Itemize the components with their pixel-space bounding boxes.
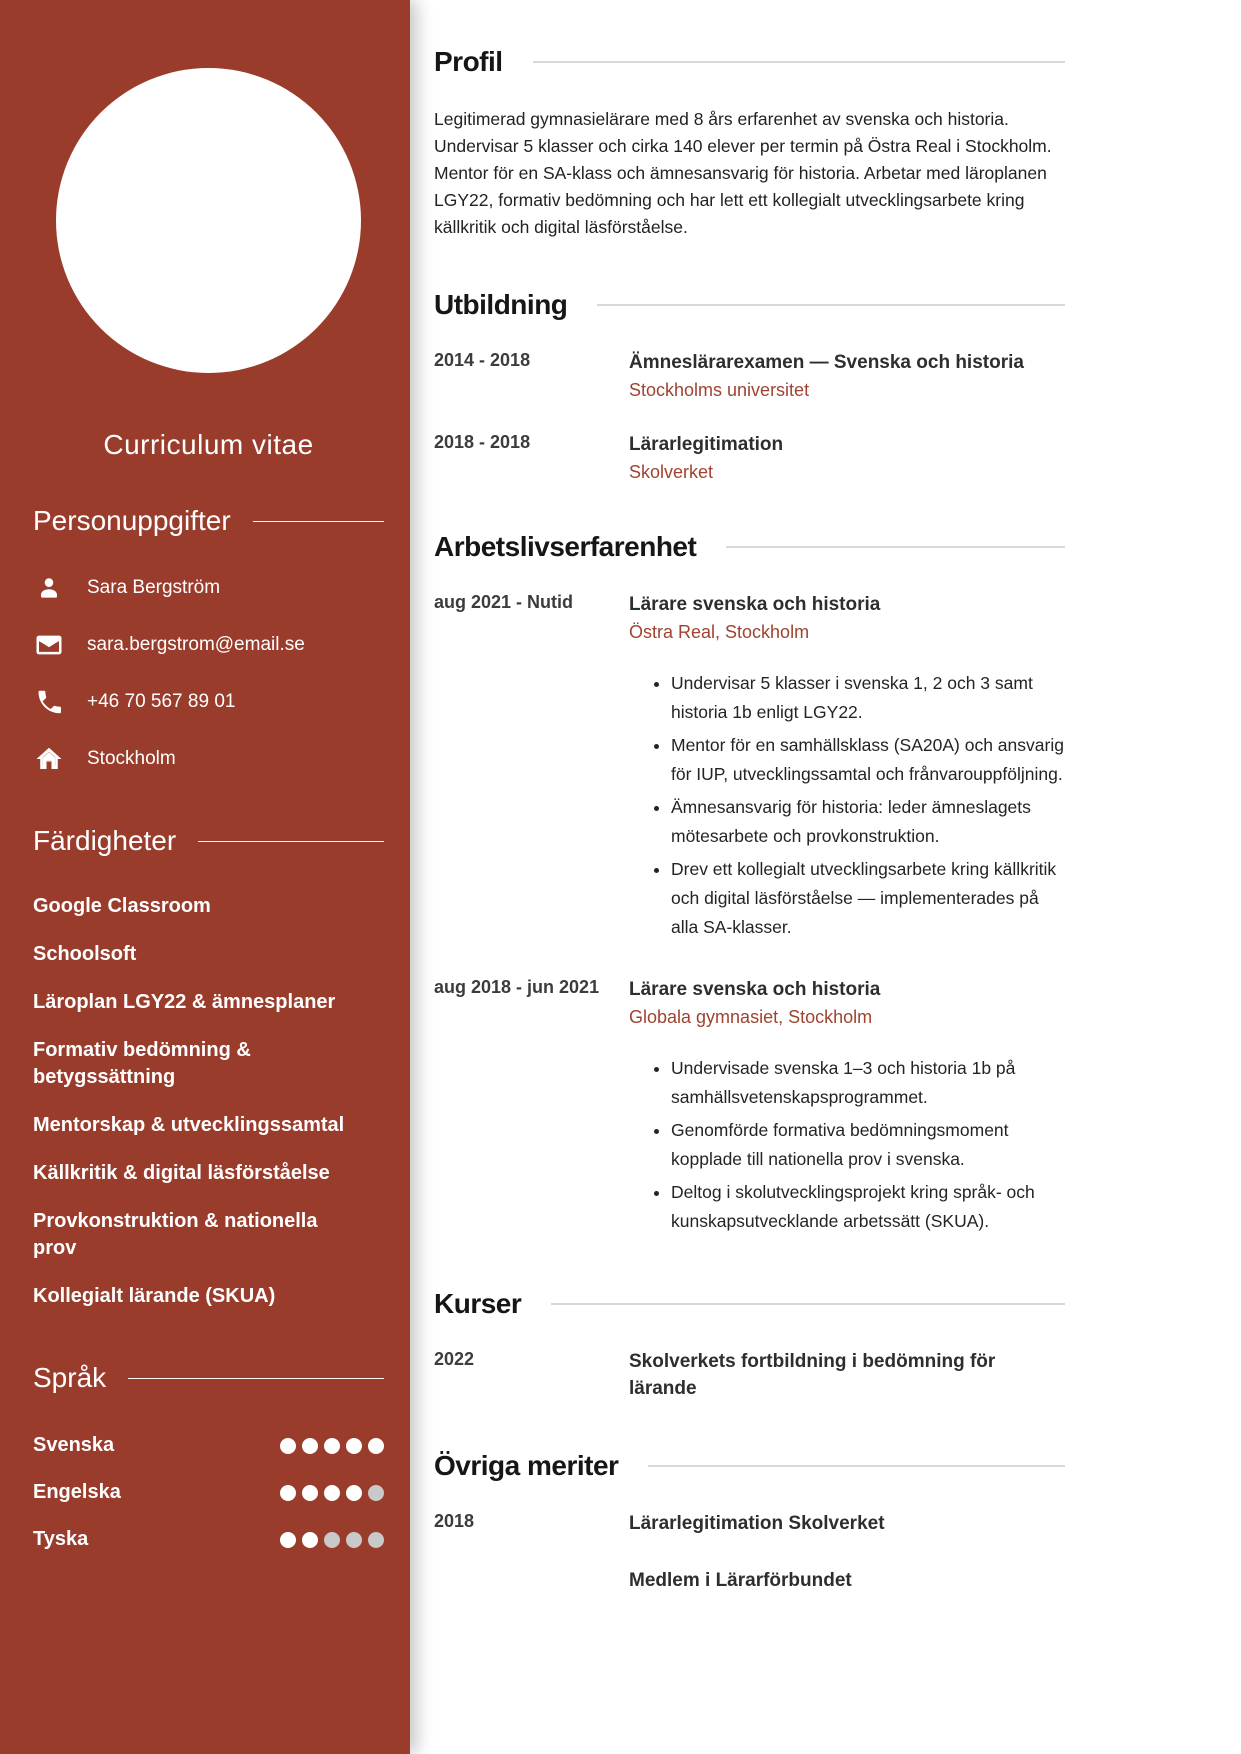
languages-heading [33,1362,384,1394]
dot-empty [346,1532,362,1548]
entry-dates: 2018 - 2018 [434,432,531,452]
bullet-item: • Genomförde formativa bedömningsmoment kopplade till nationella prov i svenska. [671,1116,1065,1174]
merit-entry [434,1510,1065,1537]
courses-heading [434,1288,1065,1320]
profile-text: Legitimerad gymnasielärare med 8 års erfarenhet av svenska och historia. Undervisar 5 klasser och cirka 140 elever per termin på Östra Real i Stockholm. Mentor för en SA-klass och ämnesansvarig för historia. Arbetar med läroplanen LGY22, formativ bedömning och har lett ett kollegialt utvecklingsarbete kring källkritik och digital läsförståelse. [434,109,1052,237]
contact-row-location [33,742,384,775]
other-merits-section [434,1450,1065,1594]
bullet-item: • Drev ett kollegialt utvecklingsarbete kring källkritik och digital läsförståelse — implementerades på alla SA-klasser. [671,855,1065,942]
contact-row-email [33,628,384,661]
section-rule [726,546,1065,548]
bullet-item: • Ämnesansvarig för historia: leder ämneslagets mötesarbete och provkonstruktion. [671,793,1065,851]
skill-item: Läroplan LGY22 & ämnesplaner [33,991,336,1013]
person-icon [33,572,65,604]
other-merits-heading [434,1450,1065,1482]
skill-item: Källkritik & digital läsförståelse [33,1162,330,1184]
experience-heading [434,531,1065,563]
personal-info-heading-label: Personuppgifter [33,505,231,536]
courses-section [434,1288,1065,1402]
entry-organization: Stockholms universitet [629,380,810,400]
skill-item: Kollegialt lärande (SKUA) [33,1285,276,1307]
heading-rule [128,1378,384,1379]
entry-body [629,976,1065,1240]
heading-rule [198,841,384,842]
entry-body [629,349,1065,401]
entry-organization: Globala gymnasiet, Stockholm [629,1007,873,1027]
entry-dates: aug 2018 - jun 2021 [434,977,600,997]
dot-filled [302,1485,318,1501]
languages-heading-label: Språk [33,1362,107,1393]
dot-filled [280,1485,296,1501]
education-entry [434,431,1065,483]
entry-body [629,1348,1065,1402]
entry-title: Lärarlegitimation Skolverket [629,1513,885,1534]
mail-icon [33,629,65,661]
skill-item: Google Classroom [33,895,211,917]
section-rule [551,1303,1065,1305]
education-heading [434,289,1065,321]
contact-row-phone [33,685,384,718]
language-level-dots [280,1532,384,1548]
skills-heading [33,825,384,857]
section-rule [597,304,1065,306]
entry-organization: Östra Real, Stockholm [629,622,810,642]
dot-filled [346,1438,362,1454]
dot-filled [302,1532,318,1548]
dot-empty [368,1532,384,1548]
education-section [434,289,1065,483]
entry-title: Skolverkets fortbildning i bedömning för lärande [629,1351,996,1399]
skills-section [33,825,384,1310]
profile-photo-placeholder [56,68,361,373]
skill-item: Formativ bedömning & betygssättning [33,1039,251,1088]
language-row [33,1528,384,1551]
experience-section [434,531,1065,1240]
contact-name: Sara Bergström [87,576,221,598]
entry-dates [434,1567,629,1594]
bullet-item: • Deltog i skolutvecklingsprojekt kring språk- och kunskapsutvecklande arbetssätt (SKUA). [671,1178,1065,1236]
language-label: Tyska [33,1528,89,1550]
entry-body [629,1510,1065,1537]
entry-body [629,431,1065,483]
contact-list [33,571,384,775]
entry-bullet-list [629,1054,1065,1236]
profile-heading [434,46,1065,78]
bullet-item: • Undervisar 5 klasser i svenska 1, 2 och 3 samt historia 1b enligt LGY22. [671,669,1065,727]
language-level-dots [280,1485,384,1501]
contact-email: sara.bergstrom@email.se [87,633,305,655]
profile-section [434,46,1065,241]
contact-row-name [33,571,384,604]
personal-info-heading [33,505,384,537]
experience-heading-label: Arbetslivserfarenhet [434,531,697,562]
entry-title: Lärare svenska och historia [629,979,881,1000]
entry-dates: aug 2021 - Nutid [434,592,574,612]
dot-filled [324,1438,340,1454]
skill-item: Schoolsoft [33,943,137,965]
dot-filled [280,1438,296,1454]
languages-section [33,1362,384,1551]
experience-entry [434,591,1065,946]
language-level-dots [280,1438,384,1454]
entry-organization: Skolverket [629,462,714,482]
entry-title: Lärare svenska och historia [629,594,881,615]
home-icon [33,743,65,775]
entry-title: Medlem i Lärarförbundet [629,1570,852,1591]
course-entry [434,1348,1065,1402]
contact-location: Stockholm [87,747,176,769]
section-rule [648,1465,1065,1467]
dot-filled [324,1485,340,1501]
courses-heading-label: Kurser [434,1288,522,1319]
language-row [33,1434,384,1457]
merit-entry [434,1567,1065,1594]
entry-bullet-list [629,669,1065,942]
dot-empty [368,1485,384,1501]
dot-filled [346,1485,362,1501]
education-heading-label: Utbildning [434,289,568,320]
bullet-item: • Mentor för en samhällsklass (SA20A) och ansvarig för IUP, utvecklingssamtal och frånvarouppföljning. [671,731,1065,789]
main-column [410,0,1241,1754]
section-rule [533,61,1065,63]
dot-filled [368,1438,384,1454]
dot-filled [280,1532,296,1548]
entry-body [629,1567,1065,1594]
contact-phone: +46 70 567 89 01 [87,690,236,712]
entry-body [629,591,1065,946]
experience-entry [434,976,1065,1240]
education-entry [434,349,1065,401]
entry-dates: 2018 [434,1511,475,1531]
profile-heading-label: Profil [434,46,503,77]
skill-item: Mentorskap & utvecklingssamtal [33,1114,345,1136]
skills-heading-label: Färdigheter [33,825,177,856]
personal-info-section [33,505,384,775]
other-merits-heading-label: Övriga meriter [434,1450,619,1481]
dot-filled [302,1438,318,1454]
language-row [33,1481,384,1504]
cv-title: Curriculum vitae [103,429,314,460]
dot-empty [324,1532,340,1548]
phone-icon [33,686,65,718]
entry-dates: 2022 [434,1349,475,1369]
entry-title: Ämneslärarexamen — Svenska och historia [629,352,1024,373]
bullet-item: • Undervisade svenska 1–3 och historia 1b på samhällsvetenskapsprogrammet. [671,1054,1065,1112]
language-label: Engelska [33,1481,121,1503]
language-label: Svenska [33,1434,115,1456]
skill-item: Provkonstruktion & nationella prov [33,1210,318,1259]
language-list [33,1434,384,1551]
entry-dates: 2014 - 2018 [434,350,531,370]
skill-list [33,893,384,1310]
sidebar [0,0,410,1754]
entry-title: Lärarlegitimation [629,434,784,455]
heading-rule [253,521,384,522]
